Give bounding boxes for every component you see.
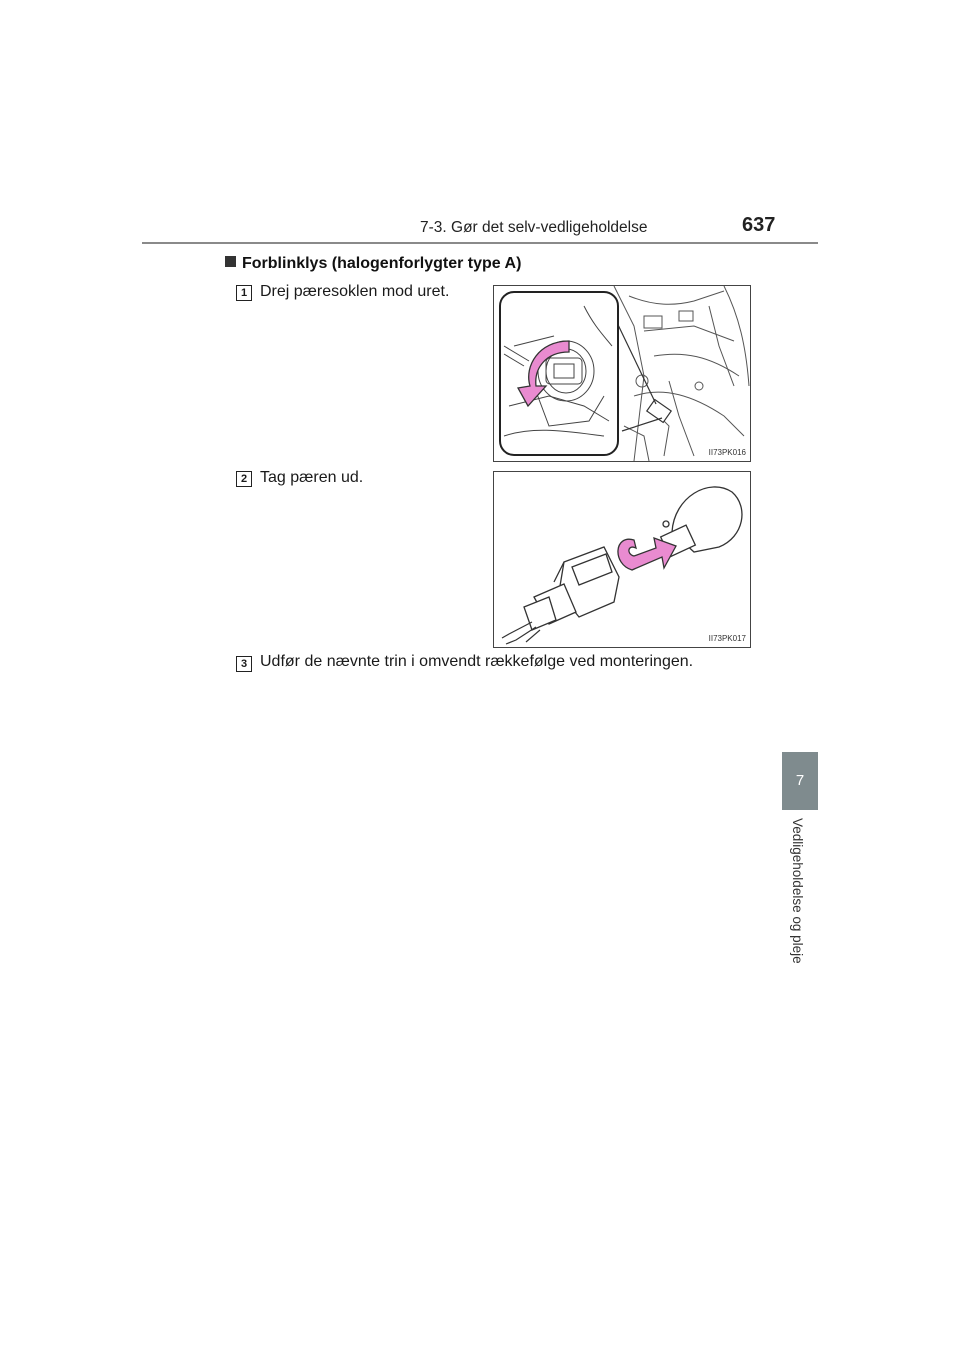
pull-out-arrow-icon xyxy=(618,538,676,570)
header-section-title: 7-3. Gør det selv-vedligeholdelse xyxy=(420,219,648,236)
step-badge-1: 1 xyxy=(236,285,252,301)
header-divider xyxy=(142,242,818,244)
figure-rotate-socket xyxy=(493,285,751,462)
step-text-3: Udfør de nævnte trin i omvendt rækkefølge ved monteringen. xyxy=(260,653,694,670)
chapter-tab[interactable]: 7 xyxy=(782,752,818,810)
page-number: 637 xyxy=(742,214,776,236)
chapter-title: Vedligeholdelse og pleje xyxy=(790,818,805,964)
chapter-side-label xyxy=(785,818,815,988)
section-heading-text: Forblinklys (halogenforlygter type A) xyxy=(242,255,522,272)
section-heading xyxy=(225,255,521,273)
headlight-socket-illustration xyxy=(494,286,750,461)
step-badge-2: 2 xyxy=(236,471,252,487)
step-badge-3: 3 xyxy=(236,656,252,672)
figure-remove-bulb xyxy=(493,471,751,648)
square-bullet-icon xyxy=(225,256,236,267)
figure-code-1: II73PK016 xyxy=(708,448,746,457)
bulb-removal-illustration xyxy=(494,472,750,647)
figure-code-2: II73PK017 xyxy=(708,634,746,643)
step-text-2: Tag pæren ud. xyxy=(260,469,364,486)
step-text-1: Drej pæresoklen mod uret. xyxy=(260,283,450,300)
